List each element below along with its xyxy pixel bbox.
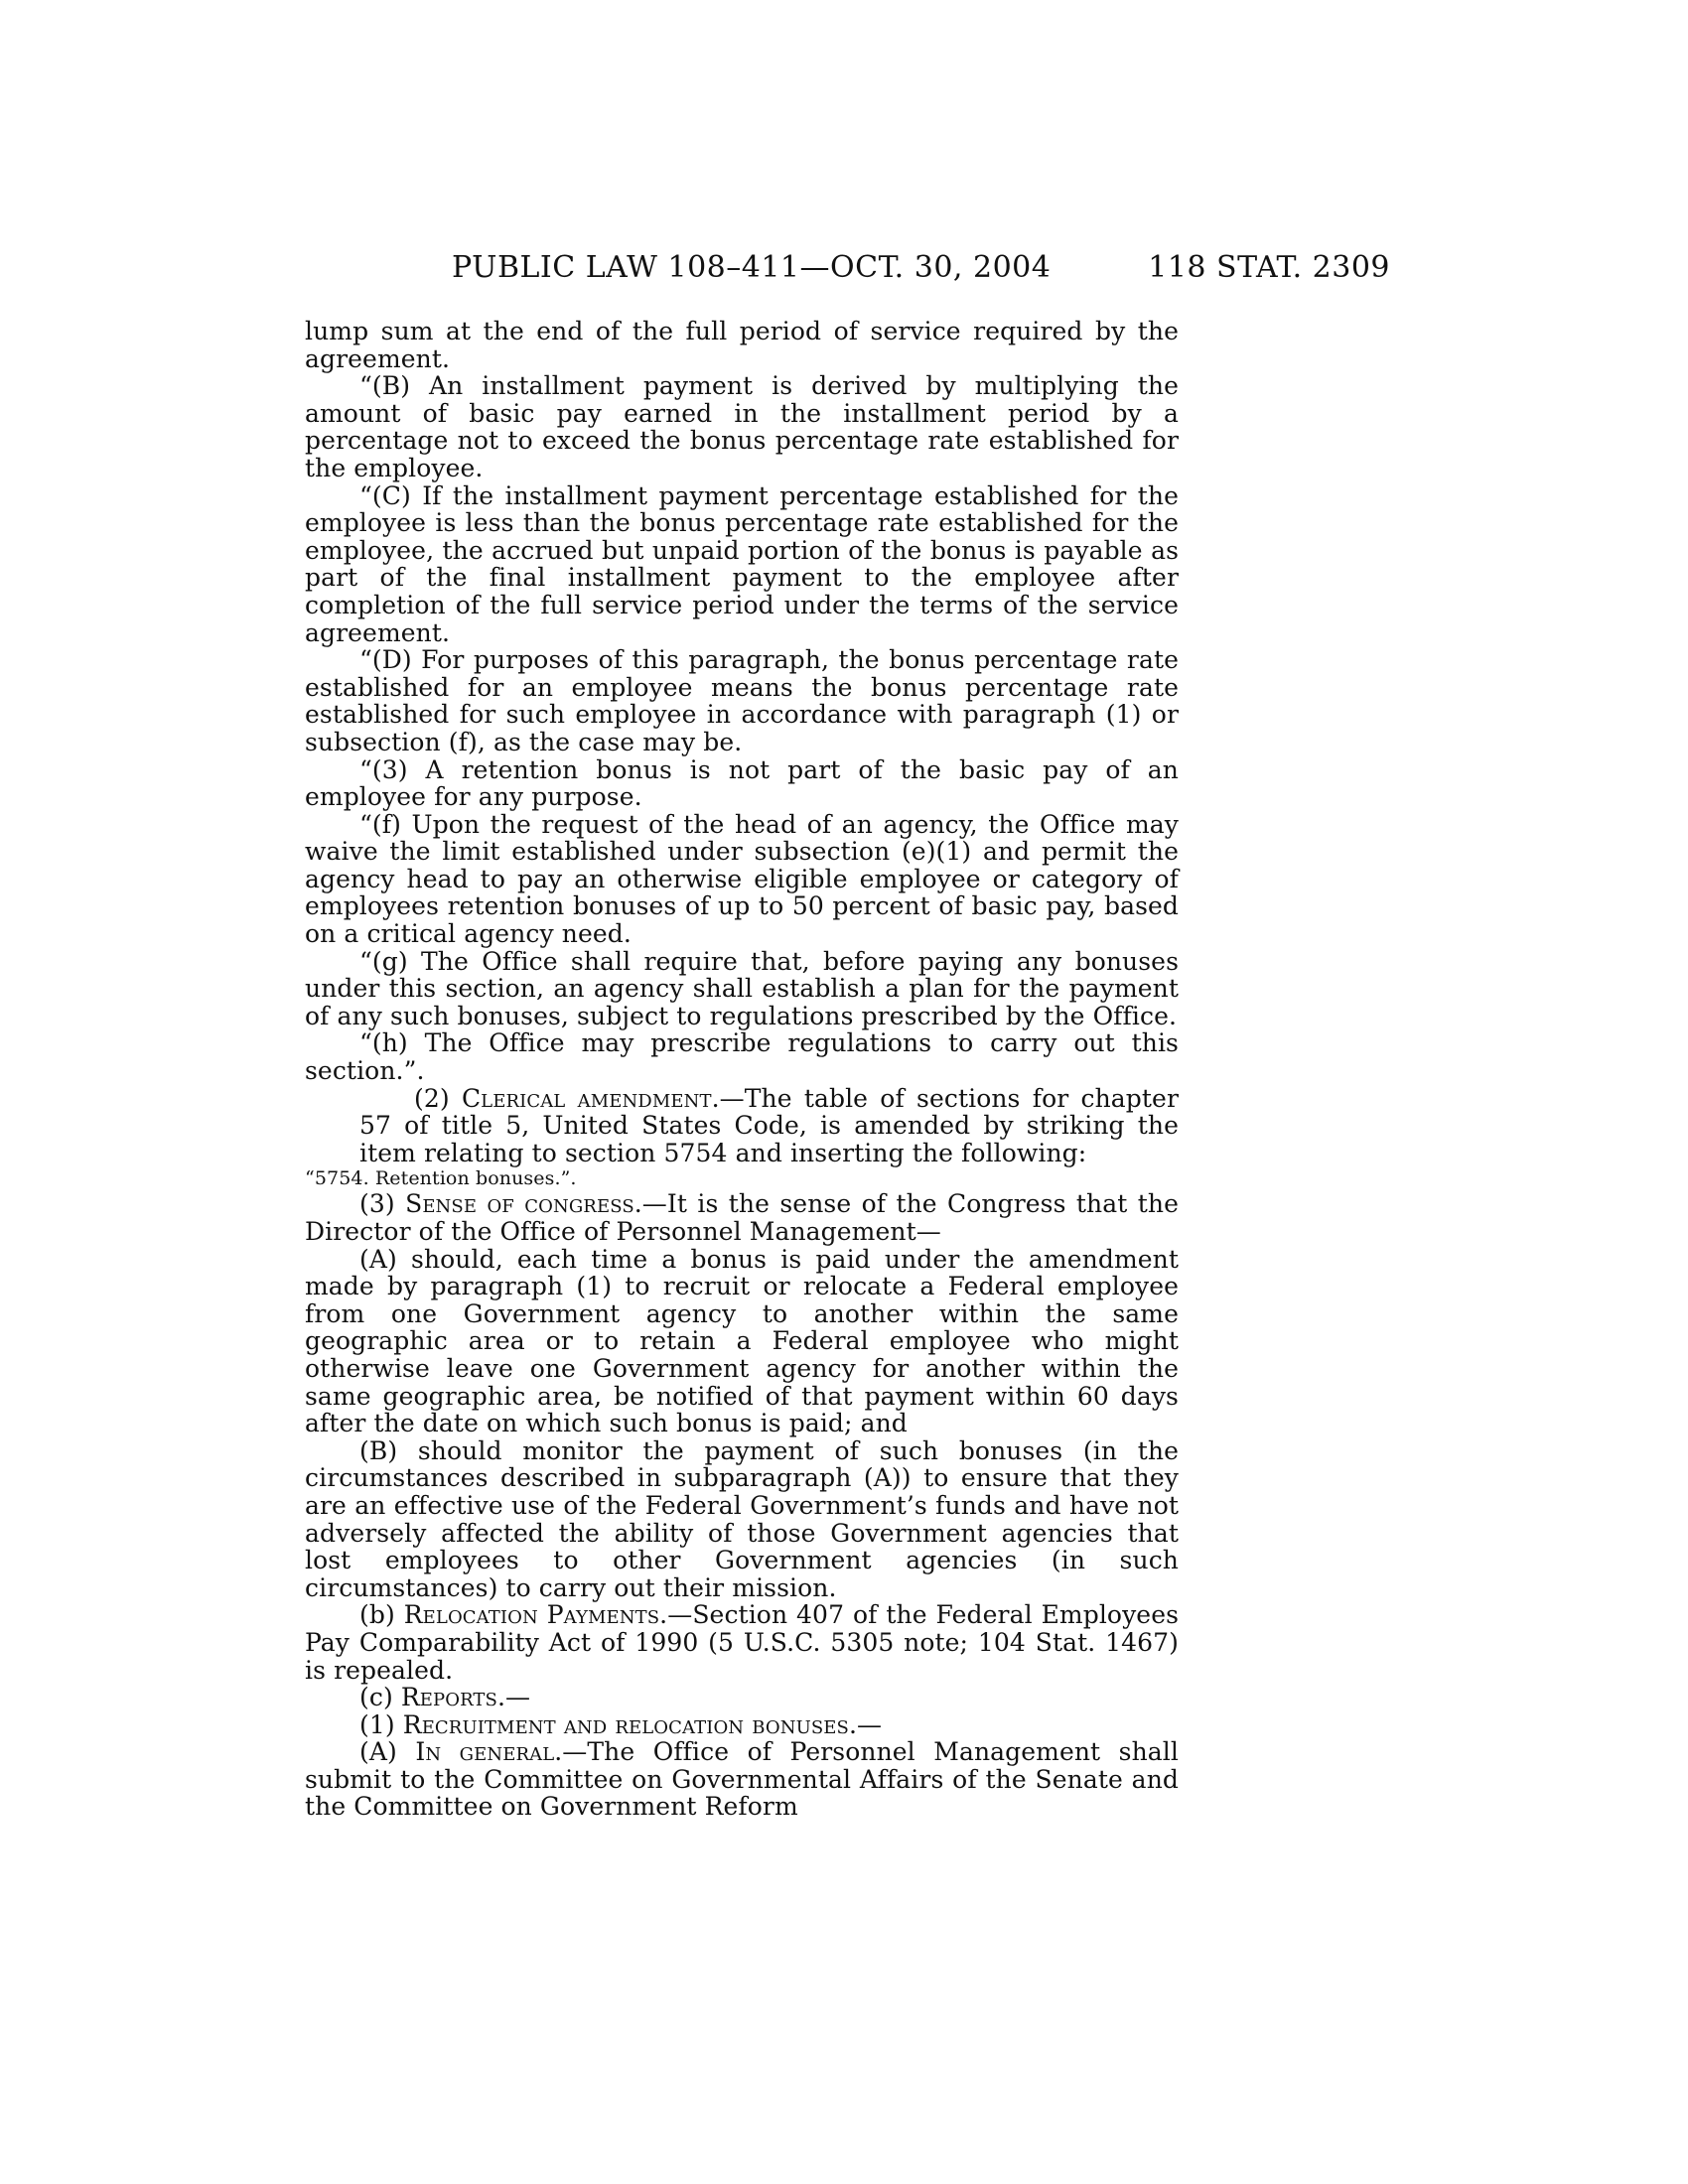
sense-number: (3) [359, 1189, 395, 1219]
paragraph-b-installment: “(B) An installment payment is derived by multiplying the amount of basic pay earned in the installment period by a percentage not to exceed the bonus percentage rate established for the employee. [305, 371, 1179, 482]
clerical-number: (2) [414, 1083, 450, 1113]
paragraph-d-definition: “(D) For purposes of this paragraph, the bonus percentage rate established for an employee means the bonus percentage rate established for such employee in accordance with paragraph (1) or subsection (f), as the case may be. [305, 645, 1179, 756]
relocation-number: (b) [359, 1600, 395, 1630]
document-body [305, 318, 1179, 1821]
in-general-number: (A) [359, 1737, 397, 1767]
sense-text: It is the sense of the Congress that the Director of the Office of Personnel Management— [305, 1189, 1180, 1246]
relocation-text: Section 407 of the Federal Employees Pay Comparability Act of 1990 (5 U.S.C. 5305 note; 104 Stat. 1467) is repealed. [305, 1600, 1180, 1685]
in-general-heading: In general [415, 1737, 555, 1767]
paragraph-3-basic-pay: “(3) A retention bonus is not part of the basic pay of an employee for any purpose. [305, 754, 1179, 812]
clerical-heading: Clerical amendment [461, 1083, 712, 1113]
sense-heading: Sense of congress [405, 1189, 634, 1219]
relocation-payments-paragraph: (b) Relocation Payments.—Section 407 of the Federal Employees Pay Comparability Act of 1990 (5 U.S.C. 5305 note; 104 Stat. 1467) is repealed. [305, 1600, 1180, 1685]
reports-number: (c) [359, 1683, 393, 1712]
clerical-amendment-paragraph: (2) Clerical amendment.—The table of sections for chapter 57 of title 5, United States Code, is amended by striking the item relating to section 5754 and inserting the following: [359, 1083, 1179, 1167]
in-general-text: The Office of Personnel Management shall submit to the Committee on Governmental Affairs of the Senate and the Committee on Government Reform [305, 1737, 1179, 1822]
recruitment-number: (1) [359, 1709, 395, 1739]
relocation-heading: Relocation Payments [403, 1600, 660, 1630]
sense-of-congress-paragraph: (3) Sense of congress.—It is the sense of the Congress that the Director of the Office of Personnel Management— [305, 1189, 1180, 1246]
in-general-paragraph: (A) In general.—The Office of Personnel Management shall submit to the Committee on Governmental Affairs of the Senate and the Committee on Government Reform [305, 1737, 1179, 1822]
clerical-text: The table of sections for chapter 57 of title 5, United States Code, is amended by striking the item relating to section 5754 and inserting the following: [359, 1083, 1179, 1167]
recruitment-heading: Recruitment and relocation bonuses [402, 1709, 849, 1739]
paragraph-g-plan: “(g) The Office shall require that, before paying any bonuses under this section, an agency shall establish a plan for the payment of any such bonuses, subject to regulations prescribed by the Office. [305, 946, 1179, 1030]
table-of-sections-entry: “5754. Retention bonuses.”. [305, 1167, 577, 1190]
running-head-title: PUBLIC LAW 108–411—OCT. 30, 2004 [452, 250, 1052, 285]
paragraph-c-installment-percentage: “(C) If the installment payment percentage established for the employee is less than the bonus percentage rate established for the employee, the accrued but unpaid portion of the bonus is payable as part of the final installment payment to the employee after completion of the full service period under the terms of the service agreement. [305, 480, 1179, 647]
sense-item-a: (A) should, each time a bonus is paid under the amendment made by paragraph (1) to recruit or relocate a Federal employee from one Government agency to another within the same geographic area or to retain a Federal employee who might otherwise leave one Government agency for another within the same geographic area, be notified of that payment within 60 days after the date on which such bonus is paid; and [305, 1244, 1179, 1438]
reports-heading-paragraph: (c) Reports.— [359, 1683, 531, 1712]
paragraph-continuation: lump sum at the end of the full period of service required by the agreement. [305, 317, 1179, 373]
recruitment-heading-paragraph: (1) Recruitment and relocation bonuses.— [359, 1709, 883, 1739]
paragraph-f-waiver: “(f) Upon the request of the head of an agency, the Office may waive the limit established under subsection (e)(1) and permit the agency head to pay an otherwise eligible employee or category of employees retention bonuses of up to 50 percent of basic pay, based on a critical agency need. [305, 809, 1179, 949]
running-head-page: 118 STAT. 2309 [1148, 250, 1390, 285]
reports-heading: Reports [400, 1683, 497, 1712]
paragraph-h-regulations: “(h) The Office may prescribe regulations to carry out this section.”. [305, 1028, 1179, 1086]
sense-item-b: (B) should monitor the payment of such bonuses (in the circumstances described in subparagraph (A)) to ensure that they are an effective use of the Federal Government’s funds and have not adversely affected the ability of those Government agencies that lost employees to other Government agencies (in such circumstances) to carry out their mission. [305, 1435, 1179, 1602]
